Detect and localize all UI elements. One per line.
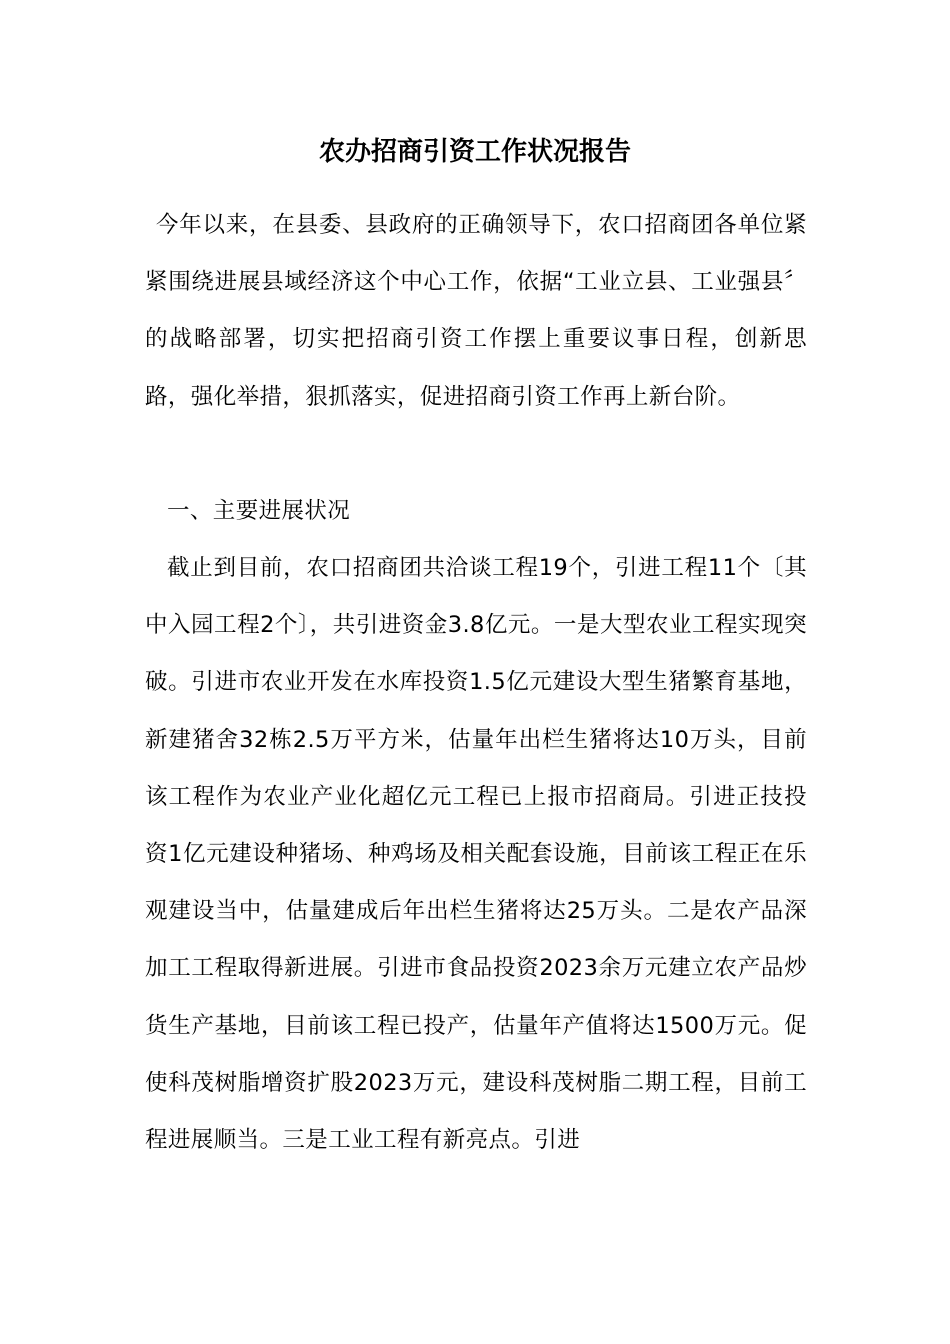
section-paragraph: 截止到目前，农口招商团共洽谈工程19个，引进工程11个〔其中入园工程2个〕，共引进资金3.8亿元。一是大型农业工程实现突破。引进市农业开发在水库投资1.5亿元建设大型生猪繁育基地，新建猪舍32栋2.5万平方米，估量年出栏生猪将达10万头，目前该工程作为农业产业化超亿元工程已上报市招商局。引进正技投资1亿元建设种猪场、种鸡场及相关配套设施，目前该工程正在乐观建设当中，估量建成后年出栏生猪将达25万头。二是农产品深加工工程取得新进展。引进市食品投资2023余万元建立农产品炒货生产基地，目前该工程已投产，估量年产值将达1500万元。促使科茂树脂增资扩股2023万元，建设科茂树脂二期工程，目前工程进展顺当。三是工业工程有新亮点。引进 <box>145 555 807 1154</box>
document-title: 农办招商引资工作状况报告 <box>318 137 631 167</box>
section-heading: 一、主要进展状况 <box>167 498 351 524</box>
intro-paragraph: 今年以来，在县委、县政府的正确领导下，农口招商团各单位紧紧围绕进展县域经济这个中心工作，依据“工业立县、工业强县〞的战略部署，切实把招商引资工作摆上重要议事日程，创新思路，强化举措，狠抓落实，促进招商引资工作再上新台阶。 <box>145 212 807 410</box>
